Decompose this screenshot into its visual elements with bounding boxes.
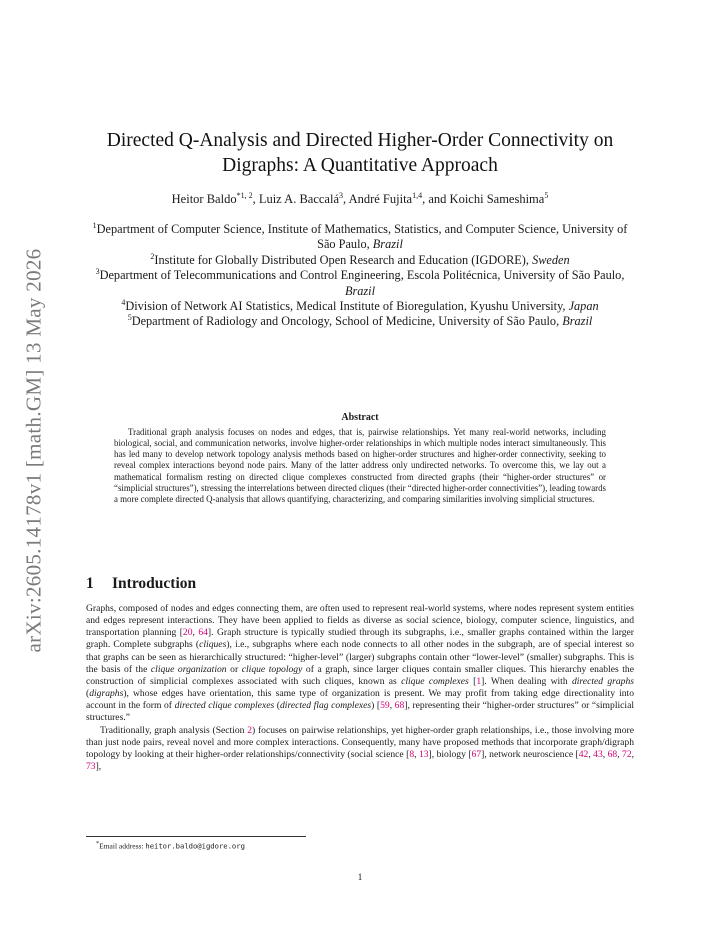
- text-run: ], representing their “higher-order structures” or “simplicial structures.”: [86, 700, 634, 724]
- arxiv-sidebar-stamp: [14, 240, 54, 660]
- text-run: (: [86, 688, 90, 700]
- citation-link[interactable]: 64: [198, 627, 208, 639]
- section-heading: [86, 575, 196, 593]
- text-run: ], biology [: [428, 748, 472, 760]
- affiliation-country: Brazil: [344, 283, 376, 298]
- text-run: ), whose edges have orientation, this same type of organization is present. We may profit from taking edge directionality into account in the form of: [86, 688, 634, 712]
- emphasized-term: directed flag complexes: [279, 700, 372, 712]
- affiliation-country: Sweden: [532, 252, 570, 267]
- citation-link[interactable]: 2: [247, 724, 253, 736]
- emphasized-term: directed graphs: [571, 675, 635, 687]
- author-affiliation-mark: 1,4: [412, 190, 423, 200]
- text-run: ,: [192, 627, 199, 639]
- affiliation-number: 4: [121, 297, 126, 307]
- paper-title: Directed Q-Analysis and Directed Higher-Order Connectivity on Digraphs: A Quantitative Approach: [106, 130, 614, 176]
- citation-link[interactable]: 67: [471, 748, 482, 760]
- text-run: ], network neuroscience [: [481, 748, 579, 760]
- affiliation-number: 3: [95, 267, 100, 277]
- abstract-heading: Abstract: [341, 412, 379, 423]
- emphasized-term: directed clique complexes: [174, 700, 275, 712]
- author-separator: , and: [422, 192, 450, 206]
- affiliation-number: 1: [92, 220, 97, 230]
- abstract-text: Traditional graph analysis focuses on nodes and edges, that is, pairwise relationships. Yet many real-world networks, including biological, social, and communication networks, involve higher-order relationships in which multiple nodes interact simultaneously. This has led many to develop network topology analysis methods based on higher-order structures and higher-order connectivity, seeking to reveal complex interactions beyond node pairs. Many of the latter address only undirected networks. To overcome this, we lay out a mathematical formalism resting on directed clique complexes constructed from directed graphs (their “higher-order structures” or “simplicial structures”), stressing the interrelations between directed cliques (their “directed higher-order connectivities”), leading towards a more complete directed Q-analysis that allows quantifying, characterizing, and comparing similarities involving simplicial structures.: [114, 427, 606, 504]
- text-run: (: [274, 700, 280, 712]
- arxiv-identifier: arXiv:2605.14178v1 [math.GM] 13 May 2026: [21, 248, 46, 652]
- text-run: ) [: [371, 700, 381, 712]
- affiliation-text: Institute for Globally Distributed Open Research and Education (IGDORE),: [154, 252, 533, 267]
- text-run: ), i.e., subgraphs where each node connects to all other nodes in the subgraph, are of special interest so that graphs can be seen as hierarchically structured: “higher-level” (larger) subgraphs contain other “lower-level” (smaller) subgraphs. This is the basis of the: [86, 639, 635, 675]
- author-affiliation-mark: *1, 2: [236, 190, 253, 200]
- text-run: or: [226, 663, 242, 675]
- citation-link[interactable]: 1: [476, 675, 482, 687]
- text-run: ,: [588, 748, 594, 760]
- page-number: 1: [357, 873, 363, 883]
- author-email-link[interactable]: heitor.baldo@igdore.org: [145, 841, 245, 851]
- author-affiliation-mark: 3: [339, 190, 343, 200]
- text-run: ,: [389, 700, 395, 712]
- text-run: Graphs, composed of nodes and edges connecting them, are often used to represent real-world systems, where nodes represent system entities and edges represent interactions. They have been applied to fields as diverse as social science, biology, computer science, linguistics, and transportation planning [: [86, 603, 634, 639]
- author-name: Luiz A. Baccalá: [258, 192, 339, 206]
- affiliation-text: Department of Telecommunications and Control Engineering, Escola Politécnica, University of São Paulo,: [99, 268, 625, 283]
- paragraph: [86, 725, 634, 774]
- citation-link[interactable]: 59: [380, 700, 390, 712]
- introduction-body: [86, 603, 634, 773]
- text-run: Traditionally, graph analysis (Section: [100, 724, 248, 736]
- footnote-divider: [86, 836, 306, 837]
- affiliation-list: [86, 222, 634, 330]
- affiliation: [86, 299, 634, 314]
- citation-link[interactable]: 43: [593, 748, 603, 760]
- emphasized-term: digraphs: [89, 688, 124, 700]
- text-run: ]. Graph structure is typically studied through its subgraphs, i.e., smaller graphs contained within the larger graph. Complete subgraphs (: [86, 627, 634, 651]
- author-separator: ,: [252, 192, 259, 206]
- author-affiliation-mark: 5: [544, 190, 549, 200]
- citation-link[interactable]: 68: [607, 748, 618, 760]
- affiliation-country: Brazil: [372, 237, 403, 252]
- affiliation: [86, 314, 634, 329]
- footnote-mark: *: [96, 840, 100, 847]
- text-run: ,: [414, 748, 419, 760]
- text-run: [: [468, 675, 477, 687]
- emphasized-term: clique complexes: [401, 675, 469, 687]
- text-run: ],: [95, 761, 102, 773]
- citation-link[interactable]: 73: [86, 761, 96, 773]
- footnote-label: Email address:: [99, 841, 146, 851]
- emphasized-term: clique topology: [241, 663, 303, 675]
- text-run: ]. When dealing with: [481, 675, 572, 687]
- section-title: Introduction: [112, 575, 197, 592]
- citation-link[interactable]: 72: [622, 748, 632, 760]
- footnote: [96, 840, 245, 851]
- text-run: of a graph, since larger cliques contain smaller cliques. This hierarchy enables the construction of simplicial complexes associated with such cliques, known as: [86, 663, 634, 687]
- author-list: [90, 191, 630, 207]
- affiliation-country: Brazil: [562, 314, 593, 329]
- text-run: ,: [602, 748, 608, 760]
- text-run: ) focuses on pairwise relationships, yet higher-order graph relationships, i.e., those involving more than just node pairs, reveal novel and more complex interactions. Consequently, many have proposed methods that incorporate graph/digraph topology by looking at their higher-order relationships/connectivity (social science [: [86, 724, 634, 760]
- text-run: ,: [631, 748, 635, 760]
- affiliation-country: Japan: [568, 299, 599, 314]
- citation-link[interactable]: 68: [394, 700, 405, 712]
- emphasized-term: cliques: [199, 639, 227, 651]
- citation-link[interactable]: 8: [409, 748, 415, 760]
- affiliation: [86, 268, 634, 299]
- citation-link[interactable]: 20: [182, 627, 193, 639]
- affiliation-text: Division of Network AI Statistics, Medical Institute of Bioregulation, Kyushu University,: [125, 299, 569, 314]
- affiliation: [86, 253, 634, 268]
- affiliation-number: 2: [150, 251, 155, 261]
- author-separator: ,: [343, 192, 349, 206]
- affiliation-text: Department of Computer Science, Institute of Mathematics, Statistics, and Computer Science, University of São Paulo,: [96, 222, 628, 252]
- citation-link[interactable]: 13: [418, 748, 429, 760]
- affiliation-number: 5: [127, 313, 132, 323]
- author-name: Heitor Baldo: [171, 192, 237, 206]
- affiliation: [86, 222, 634, 253]
- author-name: André Fujita: [348, 192, 413, 206]
- affiliation-text: Department of Radiology and Oncology, School of Medicine, University of São Paulo,: [131, 314, 563, 329]
- citation-link[interactable]: 42: [578, 748, 589, 760]
- paragraph: [86, 603, 634, 725]
- author-name: Koichi Sameshima: [449, 192, 545, 206]
- section-number: 1: [86, 575, 94, 592]
- emphasized-term: clique organization: [150, 663, 227, 675]
- text-run: ,: [617, 748, 623, 760]
